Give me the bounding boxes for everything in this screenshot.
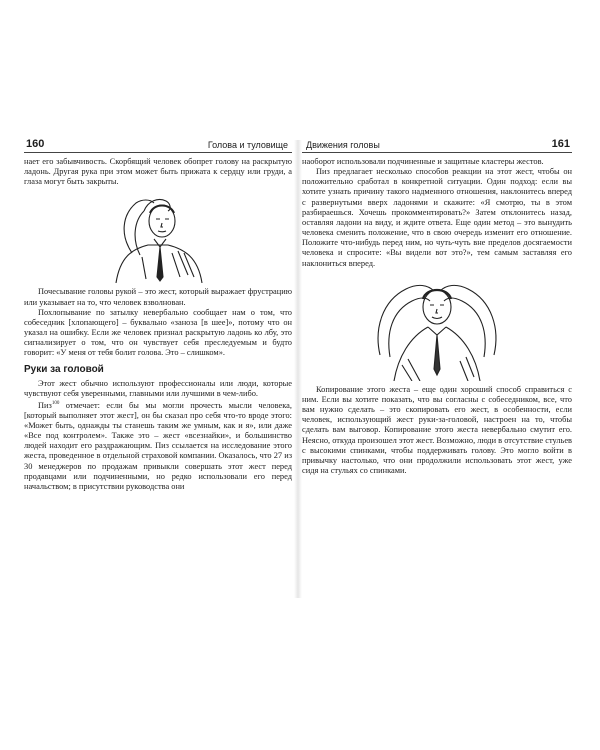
page-gutter (294, 140, 302, 598)
right-running-title: Движения головы (306, 140, 380, 150)
section-heading: Руки за головой (24, 363, 104, 375)
right-paragraph-2: Копирование этого жеста – еще один хороший способ справиться с ним. Если вы хотите показать, что вы согласны с собеседником, все, что вам нужно сделать – это скопировать его жест, в особенности, если человек, использующий жест руки-за-головой, настроен на то, чтобы сделать вам выговор. Копирование этого жеста невербально смутит его. Неясно, откуда произошел этот жест. Возможно, люди в отсутствие стульев с высокими спинками, чтобы поддерживать голову. Это могло войти в привычку настолько, что они продолжили использовать этот жест, уже сидя на стульях со спинками. (302, 384, 572, 475)
right-intro-text: наоборот использовали подчиненные и защитные кластеры жестов. (302, 157, 544, 166)
left-paragraph-4 (24, 399, 292, 492)
left-page-number: 160 (26, 138, 45, 150)
right-page-number: 161 (551, 138, 570, 150)
head-scratching-illustration (102, 187, 214, 283)
right-page (302, 138, 572, 598)
left-page-header (24, 138, 292, 153)
left-running-title: Голова и туловище (207, 140, 288, 150)
right-paragraph-1: Пиз предлагает несколько способов реакции на этот жест, чтобы он положительно сработал в конкретной ситуации. Один подход: если вы хотите узнать причину такого надменного отношения, наклонитесь вперед с развернутыми вверх ладонями и скажите: «Я смотрю, ты в этом разбираешься. Хочешь прокомментировать?» Затем отклонитесь назад, оставляя ладони на виду, и ждите ответа. Еще один метод – это вынудить человека сменить положение, что в свою очередь изменит его отношение. Положите что-нибудь перед ним, но чуть-чуть вне пределов досягаемости человека и спросите: «Вы видели вот это?», тем самым заставляя его наклониться вперед. (302, 167, 572, 268)
left-paragraph-1: Почесывание головы рукой – это жест, который выражает фрустрацию или указывает на то, что человек взволнован. (24, 287, 292, 307)
book-spread (24, 138, 576, 598)
left-intro-text: нает его забывчивость. Скорбящий человек обопрет голову на раскрытую ладонь. Другая рука при этом может быть прижата к сердцу или груди, а глаза могут быть закрыты. (24, 157, 292, 187)
hands-behind-head-illustration (372, 269, 502, 381)
left-paragraph-3: Этот жест обычно используют профессионалы или люди, которые чувствуют себя уверенными, главными или лучшими в чем-либо. (24, 378, 292, 398)
author-name: Пиз (38, 400, 52, 410)
left-paragraph-2: Похлопывание по затылку невербально сообщает нам о том, что собеседник [хлопающего] – буквально «заноза [в шее]», потому что он указал на ошибку. Если же человек признал раскрытую ладонь ко лбу, это сигнализирует о том, что он чувствует себя преследуемым и будто говорит: «У меня от тебя болит голова. Это – слишком». (24, 307, 292, 358)
left-paragraph-4-text: отмечает: если бы мы могли прочесть мысли человека, [который выполняет этот жест], он бы сказал про себя что-то вроде этого: «Может быть, однажды ты станешь таким же умным, как и я», или даже «Все под контролем». Также это – жест «всезнайки», и большинство людей находит его раздражающим. Пиз ссылается на исследование этого жеста, проведенное в отдельной страховой компании. Оказалось, что 27 из 30 менеджеров по продажам привыкли совершать этот жест перед продавцами или подчиненными, но редко использовали его перед начальством; в присутствии руководства они (24, 400, 292, 491)
footnote-ref: 100 (51, 400, 60, 406)
right-page-header (302, 138, 572, 153)
left-page (24, 138, 292, 598)
